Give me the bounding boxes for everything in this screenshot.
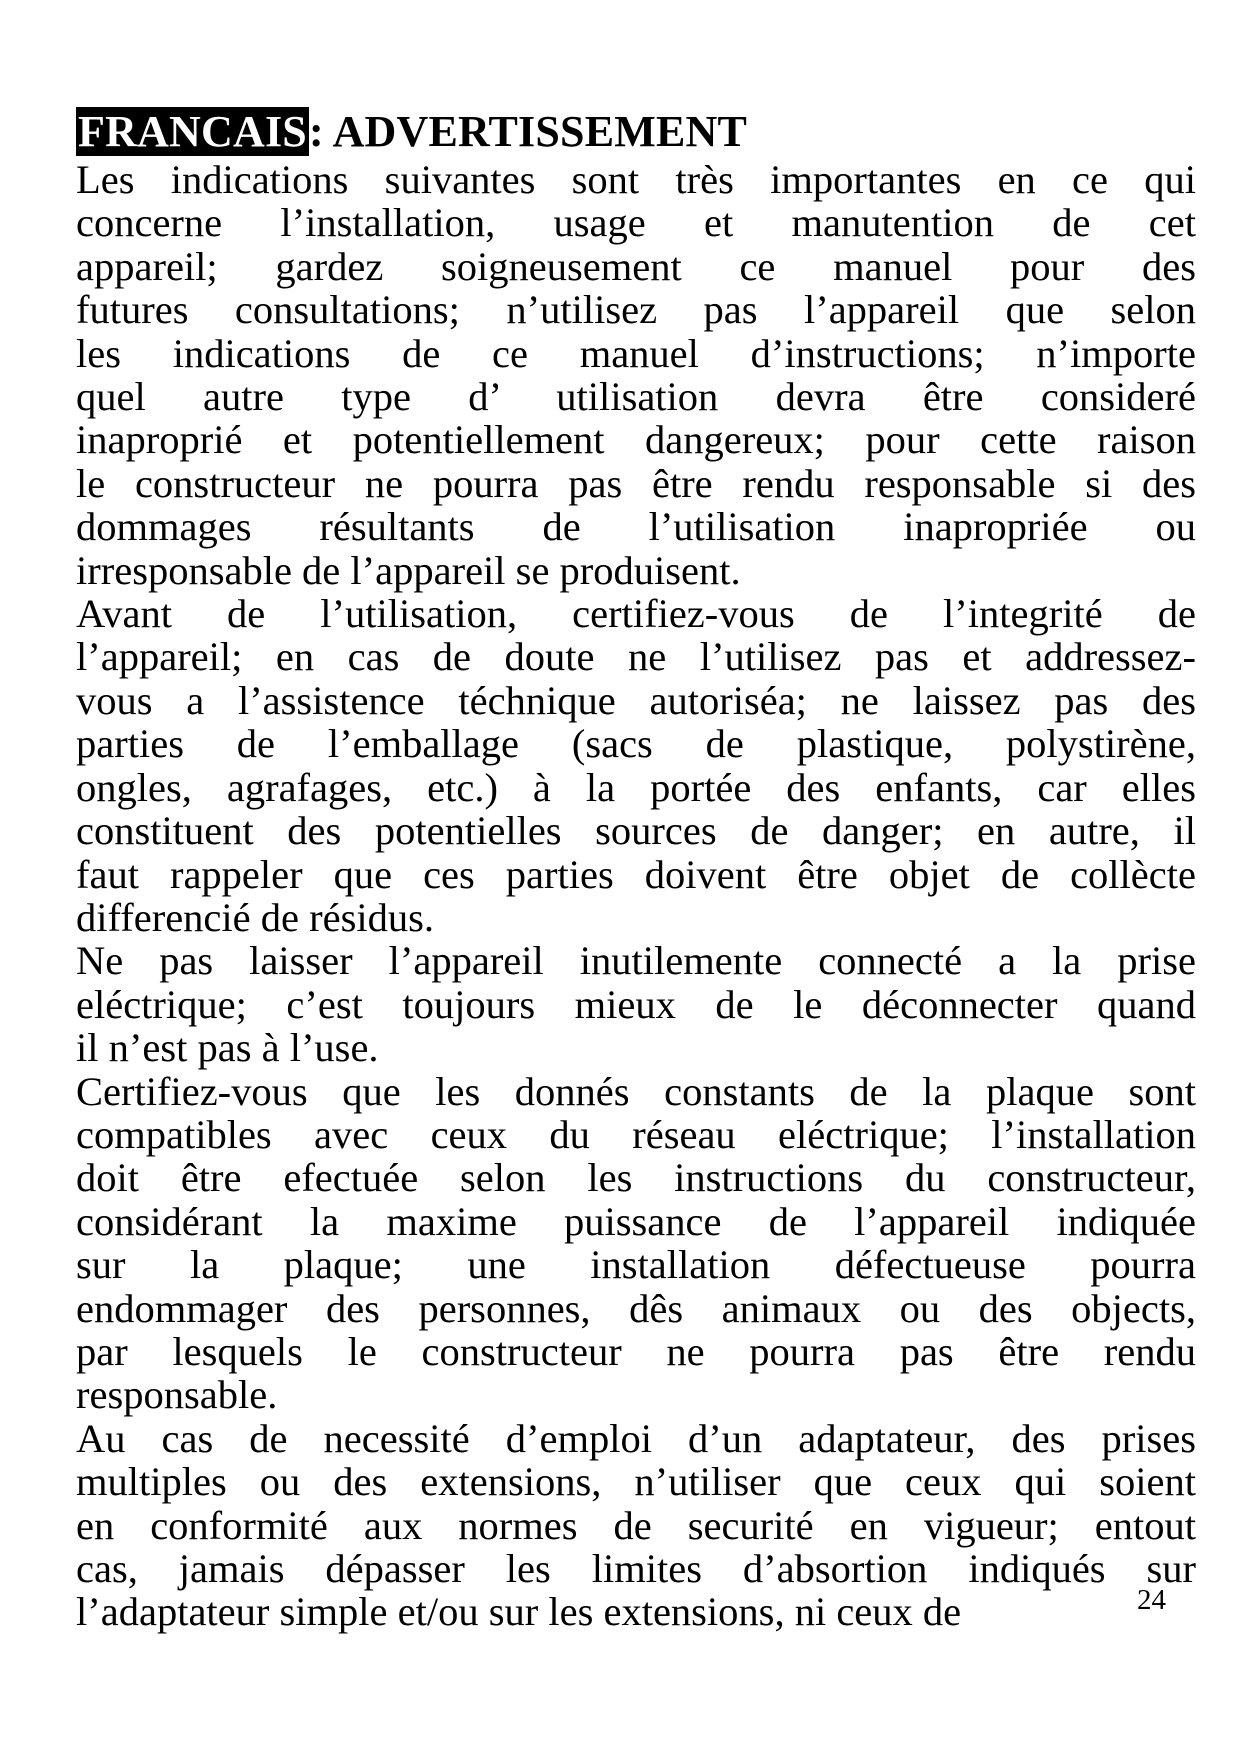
- text-line: considérant la maxime puissance de l’appareil indiquée: [76, 1198, 1196, 1244]
- text-line: les indications de ce manuel d’instructions; n’importe: [76, 330, 1196, 376]
- paragraph: [76, 158, 1196, 592]
- text-line: il n’est pas à l’use.: [76, 1025, 379, 1071]
- body-text: [76, 158, 1196, 1634]
- text-line: Avant de l’utilisation, certifiez-vous de l’integrité de: [76, 591, 1196, 637]
- text-line: eléctrique; c’est toujours mieux de le déconnecter quand: [76, 981, 1196, 1027]
- page-number: 24: [1137, 1584, 1166, 1616]
- text-line: parties de l’emballage (sacs de plastique, polystirène,: [76, 721, 1196, 767]
- page-heading: [76, 108, 1196, 156]
- text-line: doit être efectuée selon les instructions du constructeur,: [76, 1155, 1196, 1201]
- text-line: endommager des personnes, dês animaux ou des objects,: [76, 1285, 1196, 1331]
- text-line: vous a l’assistence téchnique autoriséa; ne laissez pas des: [76, 677, 1196, 723]
- text-line: Certifiez-vous que les donnés constants de la plaque sont: [76, 1068, 1196, 1114]
- text-line: quel autre type d’ utilisation devra être consideré: [76, 374, 1196, 420]
- text-line: responsable.: [76, 1372, 278, 1418]
- heading-separator: :: [308, 107, 333, 156]
- text-line: compatibles avec ceux du réseau eléctrique; l’installation: [76, 1111, 1196, 1157]
- paragraph: [76, 1417, 1196, 1634]
- text-line: constituent des potentielles sources de danger; en autre, il: [76, 808, 1196, 854]
- text-line: en conformité aux normes de securité en vigueur; entout: [76, 1502, 1196, 1548]
- text-line: Les indications suivantes sont très importantes en ce qui: [76, 157, 1196, 202]
- language-tag: FRANCAIS: [78, 107, 307, 156]
- text-line: ongles, agrafages, etc.) à la portée des enfants, car elles: [76, 764, 1196, 810]
- document-page: [76, 108, 1196, 1634]
- paragraph: [76, 939, 1196, 1069]
- text-line: Au cas de necessité d’emploi d’un adaptateur, des prises: [76, 1415, 1196, 1461]
- text-line: cas, jamais dépasser les limites d’absortion indiqués sur: [76, 1546, 1196, 1591]
- text-line: le constructeur ne pourra pas être rendu responsable si des: [76, 460, 1196, 506]
- text-line: appareil; gardez soigneusement ce manuel pour des: [76, 243, 1196, 289]
- text-line: multiples ou des extensions, n’utiliser que ceux qui soient: [76, 1459, 1196, 1505]
- text-line: sur la plaque; une installation défectueuse pourra: [76, 1242, 1196, 1288]
- text-line: differencié de résidus.: [76, 894, 434, 940]
- text-line: irresponsable de l’appareil se produisent.: [76, 547, 741, 593]
- text-line: futures consultations; n’utilisez pas l’appareil que selon: [76, 287, 1196, 333]
- text-line: inaproprié et potentiellement dangereux; pour cette raison: [76, 417, 1196, 463]
- text-line: concerne l’installation, usage et manutention de cet: [76, 200, 1196, 246]
- text-line: Ne pas laisser l’appareil inutilemente connecté a la prise: [76, 938, 1196, 984]
- paragraph: [76, 592, 1196, 939]
- text-line: faut rappeler que ces parties doivent être objet de collècte: [76, 851, 1196, 897]
- text-line: dommages résultants de l’utilisation inapropriée ou: [76, 504, 1196, 550]
- text-line: par lesquels le constructeur ne pourra pas être rendu: [76, 1328, 1196, 1374]
- text-line: l’adaptateur simple et/ou sur les extensions, ni ceux de: [76, 1589, 962, 1635]
- paragraph: [76, 1070, 1196, 1417]
- text-line: l’appareil; en cas de doute ne l’utilisez pas et addressez-: [76, 634, 1196, 680]
- heading-title: ADVERTISSEMENT: [332, 107, 748, 156]
